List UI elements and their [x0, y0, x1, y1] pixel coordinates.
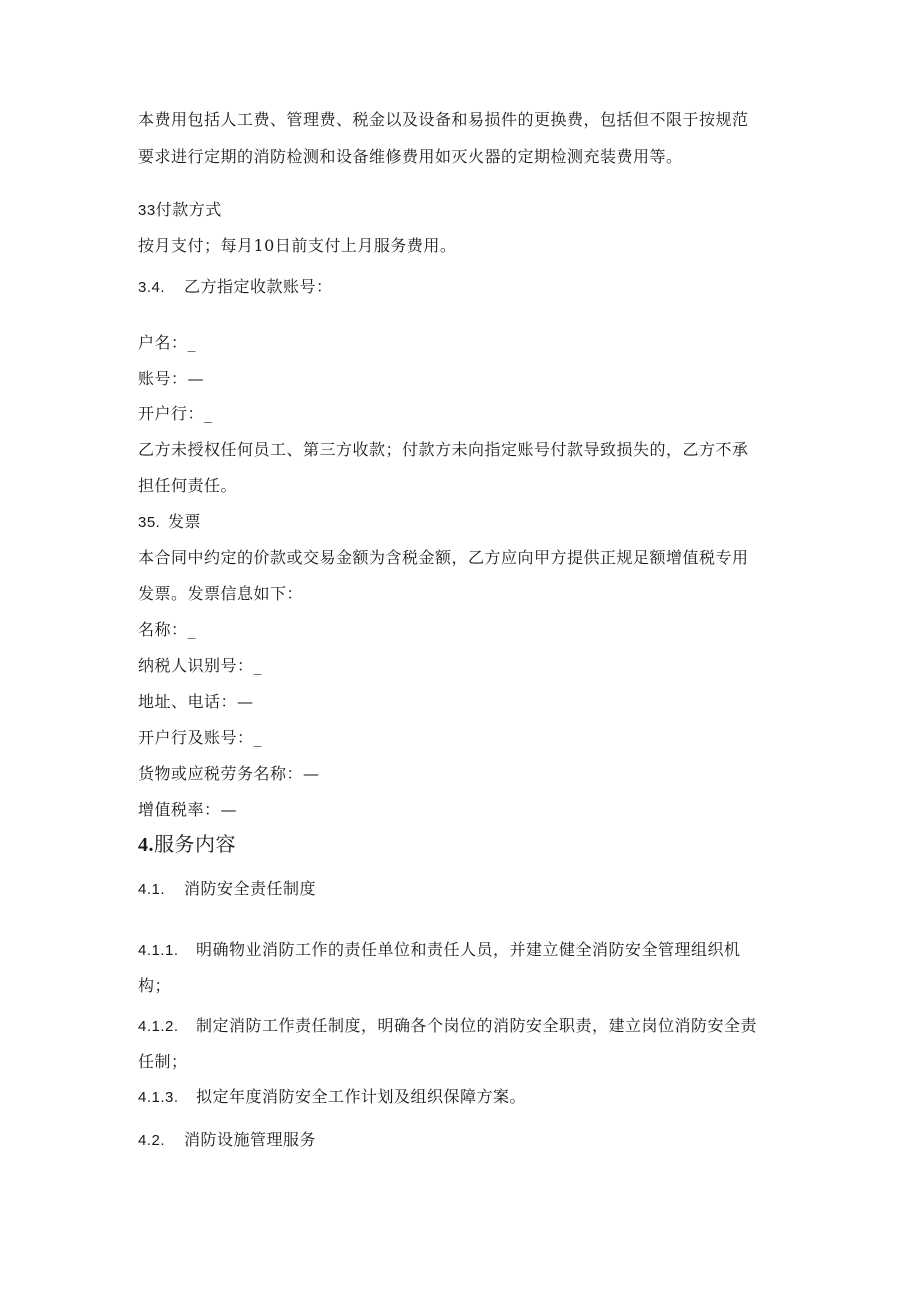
- section-number: 35.: [138, 514, 161, 531]
- section-3-3-heading: [138, 200, 222, 221]
- section-title: 发票: [168, 512, 202, 531]
- section-number: 33: [138, 202, 156, 219]
- section-number: 4.1.2.: [138, 1018, 179, 1035]
- invoice-bank-field: 开户行及账号：_: [138, 728, 263, 747]
- invoice-taxid-field: 纳税人识别号：_: [138, 656, 263, 675]
- section-4-1-2-line-2: 任制；: [138, 1052, 188, 1071]
- payment-method-text: 按月支付；每月10日前支付上月服务费用。: [138, 236, 457, 255]
- disclaimer-line-2: 担任何责任。: [138, 476, 238, 495]
- fee-paragraph-line-2: 要求进行定期的消防检测和设备维修费用如灭火器的定期检测充装费用等。: [138, 147, 683, 166]
- invoice-goods-field: 货物或应税劳务名称：—: [138, 764, 320, 783]
- section-3-5-heading: [138, 512, 201, 533]
- account-bank-field: 开户行：_: [138, 404, 213, 423]
- account-name-field: 户名：_: [138, 333, 197, 352]
- section-number: 4.: [138, 834, 154, 856]
- section-text: 制定消防工作责任制度，明确各个岗位的消防安全职责，建立岗位消防安全责: [196, 1016, 758, 1035]
- section-3-4-heading: [138, 277, 333, 298]
- section-4-1-2-line-1: [138, 1016, 757, 1037]
- section-4-1-1-line-1: [138, 940, 741, 961]
- section-4-1-heading: [138, 879, 316, 900]
- section-title: 消防安全责任制度: [184, 879, 317, 898]
- invoice-paragraph-line-1: 本合同中约定的价款或交易金额为含税金额，乙方应向甲方提供正规足额增值税专用: [138, 548, 749, 567]
- section-number: 4.1.1.: [138, 942, 179, 959]
- section-4-heading: [138, 831, 236, 858]
- invoice-paragraph-line-2: 发票。发票信息如下：: [138, 584, 304, 603]
- section-4-2-heading: [138, 1130, 316, 1151]
- section-text: 明确物业消防工作的责任单位和责任人员，并建立健全消防安全管理组织机: [196, 940, 741, 959]
- disclaimer-line-1: 乙方未授权任何员工、第三方收款；付款方未向指定账号付款导致损失的，乙方不承: [138, 440, 749, 459]
- section-title: 消防设施管理服务: [184, 1130, 317, 1149]
- fee-paragraph-line-1: 本费用包括人工费、管理费、税金以及设备和易损件的更换费，包括但不限于按规范: [138, 110, 749, 129]
- section-title: 乙方指定收款账号：: [184, 277, 333, 296]
- section-4-1-3-line-1: [138, 1087, 526, 1108]
- invoice-name-field: 名称：_: [138, 620, 197, 639]
- section-4-1-1-line-2: 构；: [138, 976, 172, 995]
- invoice-address-field: 地址、电话：—: [138, 692, 254, 711]
- invoice-rate-field: 增值税率：—: [138, 800, 238, 819]
- section-number: 4.1.3.: [138, 1089, 179, 1106]
- section-title: 付款方式: [155, 200, 222, 219]
- section-number: 4.1.: [138, 881, 166, 898]
- section-number: 3.4.: [138, 279, 166, 296]
- account-number-field: 账号：—: [138, 369, 205, 388]
- section-number: 4.2.: [138, 1132, 166, 1149]
- section-title: 服务内容: [154, 832, 236, 856]
- section-text: 拟定年度消防安全工作计划及组织保障方案。: [196, 1087, 527, 1106]
